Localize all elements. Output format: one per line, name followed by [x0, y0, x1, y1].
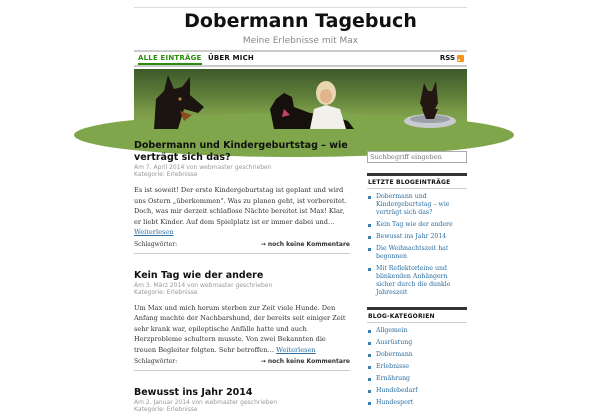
- category-link[interactable]: Allgemein: [367, 327, 467, 335]
- post-excerpt: Es ist soweit! Der erste Kindergeburtstag ist geplant und wird uns Ostern „überkommen". Was zu planen geht, ist vorbereitet. Doch, was mir derzeit schlaflose Nächte bereitet ist Max! Klar, er liebt Kinder. Auf dem Spielplatz ist er immer dabei und…: [134, 186, 347, 226]
- nav-item-alle-eintraege[interactable]: ALLE EINTRÄGE: [138, 54, 202, 65]
- recent-post-link[interactable]: Bewusst ins Jahr 2014: [367, 233, 467, 241]
- categories-title: BLOG-KATEGORIEN: [367, 307, 467, 323]
- post-meta-category: Kategorie: Erlebnisse: [134, 171, 198, 178]
- category-link[interactable]: Ernährung: [367, 375, 467, 383]
- tags-label: Schlagwörter:: [134, 358, 178, 365]
- read-more-link[interactable]: Weiterlesen: [276, 345, 316, 354]
- post-divider: [134, 370, 350, 371]
- recent-posts-title: LETZTE BLOGEINTRÄGE: [367, 173, 467, 189]
- post-meta-date: Am 2. Januar 2014 von webmaster geschrieben: [134, 399, 278, 406]
- post: [134, 270, 350, 372]
- site-title[interactable]: Dobermann Tagebuch: [184, 10, 417, 32]
- category-link[interactable]: Erlebnisse: [367, 363, 467, 371]
- recent-post-link[interactable]: Die Weihnachtszeit hat begonnen: [367, 245, 467, 261]
- category-link[interactable]: Hundesport: [367, 399, 467, 407]
- main-content: [134, 140, 350, 413]
- banner-illustration: [134, 69, 467, 129]
- rss-label: RSS: [439, 54, 455, 62]
- post: [134, 140, 350, 254]
- categories-list: [367, 327, 467, 407]
- post-body: [134, 185, 350, 238]
- post-excerpt: Um Max und mich herum sterben zur Zeit viele Hunde. Den Anfang machte der Nachbarshund, der bereits seit einiger Zeit sehr krank war, epileptische Anfälle hatte und auch Herzprobleme schultern musste. Von zwei Bekannten die treuen Begleiter folgten. Sehr betroffen…: [134, 303, 346, 354]
- post-divider: [134, 253, 350, 254]
- post-footer: [134, 358, 350, 367]
- rss-icon: [457, 55, 464, 62]
- rss-link[interactable]: [440, 54, 464, 62]
- nav-item-ueber-mich[interactable]: ÜBER MICH: [208, 54, 254, 62]
- post-footer: [134, 241, 350, 250]
- post-meta-category: Kategorie: Erlebnisse: [134, 288, 198, 296]
- page-wrapper: [134, 0, 467, 413]
- tags-label: Schlagwörter:: [134, 240, 178, 248]
- post-title[interactable]: Kein Tag wie der andere: [134, 269, 264, 281]
- recent-post-link[interactable]: Kein Tag wie der andere: [367, 221, 467, 229]
- sidebar: [367, 144, 467, 411]
- post-meta-date: Am 3. März 2014 von webmaster geschrieben: [134, 281, 273, 289]
- post-meta-category: Kategorie: Erlebnisse: [134, 406, 198, 413]
- category-link[interactable]: Dobermann: [367, 351, 467, 359]
- site-tagline: Meine Erlebnisse mit Max: [242, 36, 359, 46]
- post-title[interactable]: Bewusst ins Jahr 2014: [134, 387, 253, 398]
- header-banner-image: [134, 69, 467, 129]
- category-link[interactable]: Ausrüstung: [367, 339, 467, 347]
- post-meta-date: Am 7. April 2014 von webmaster geschrieben: [134, 164, 272, 171]
- top-rule: [134, 7, 467, 8]
- read-more-link[interactable]: Weiterlesen: [134, 228, 174, 236]
- category-link[interactable]: Hundebedarf: [367, 387, 467, 395]
- main-nav: [134, 50, 467, 67]
- recent-post-link[interactable]: Dobermann und Kindergeburtstag – wie verträgt sich das?: [367, 193, 467, 217]
- comments-link[interactable]: → noch keine Kommentare: [260, 240, 350, 248]
- post: [134, 387, 350, 413]
- post-body: [134, 303, 350, 356]
- recent-posts-list: [367, 193, 467, 297]
- search-input[interactable]: [367, 151, 467, 163]
- post-title[interactable]: Dobermann und Kindergeburtstag – wie verträgt sich das?: [134, 140, 348, 163]
- comments-link[interactable]: → noch keine Kommentare: [260, 358, 350, 365]
- recent-post-link[interactable]: Mit Reflektorleine und blinkenden Anhängern sicher durch die dunkle Jahreszeit: [367, 265, 467, 297]
